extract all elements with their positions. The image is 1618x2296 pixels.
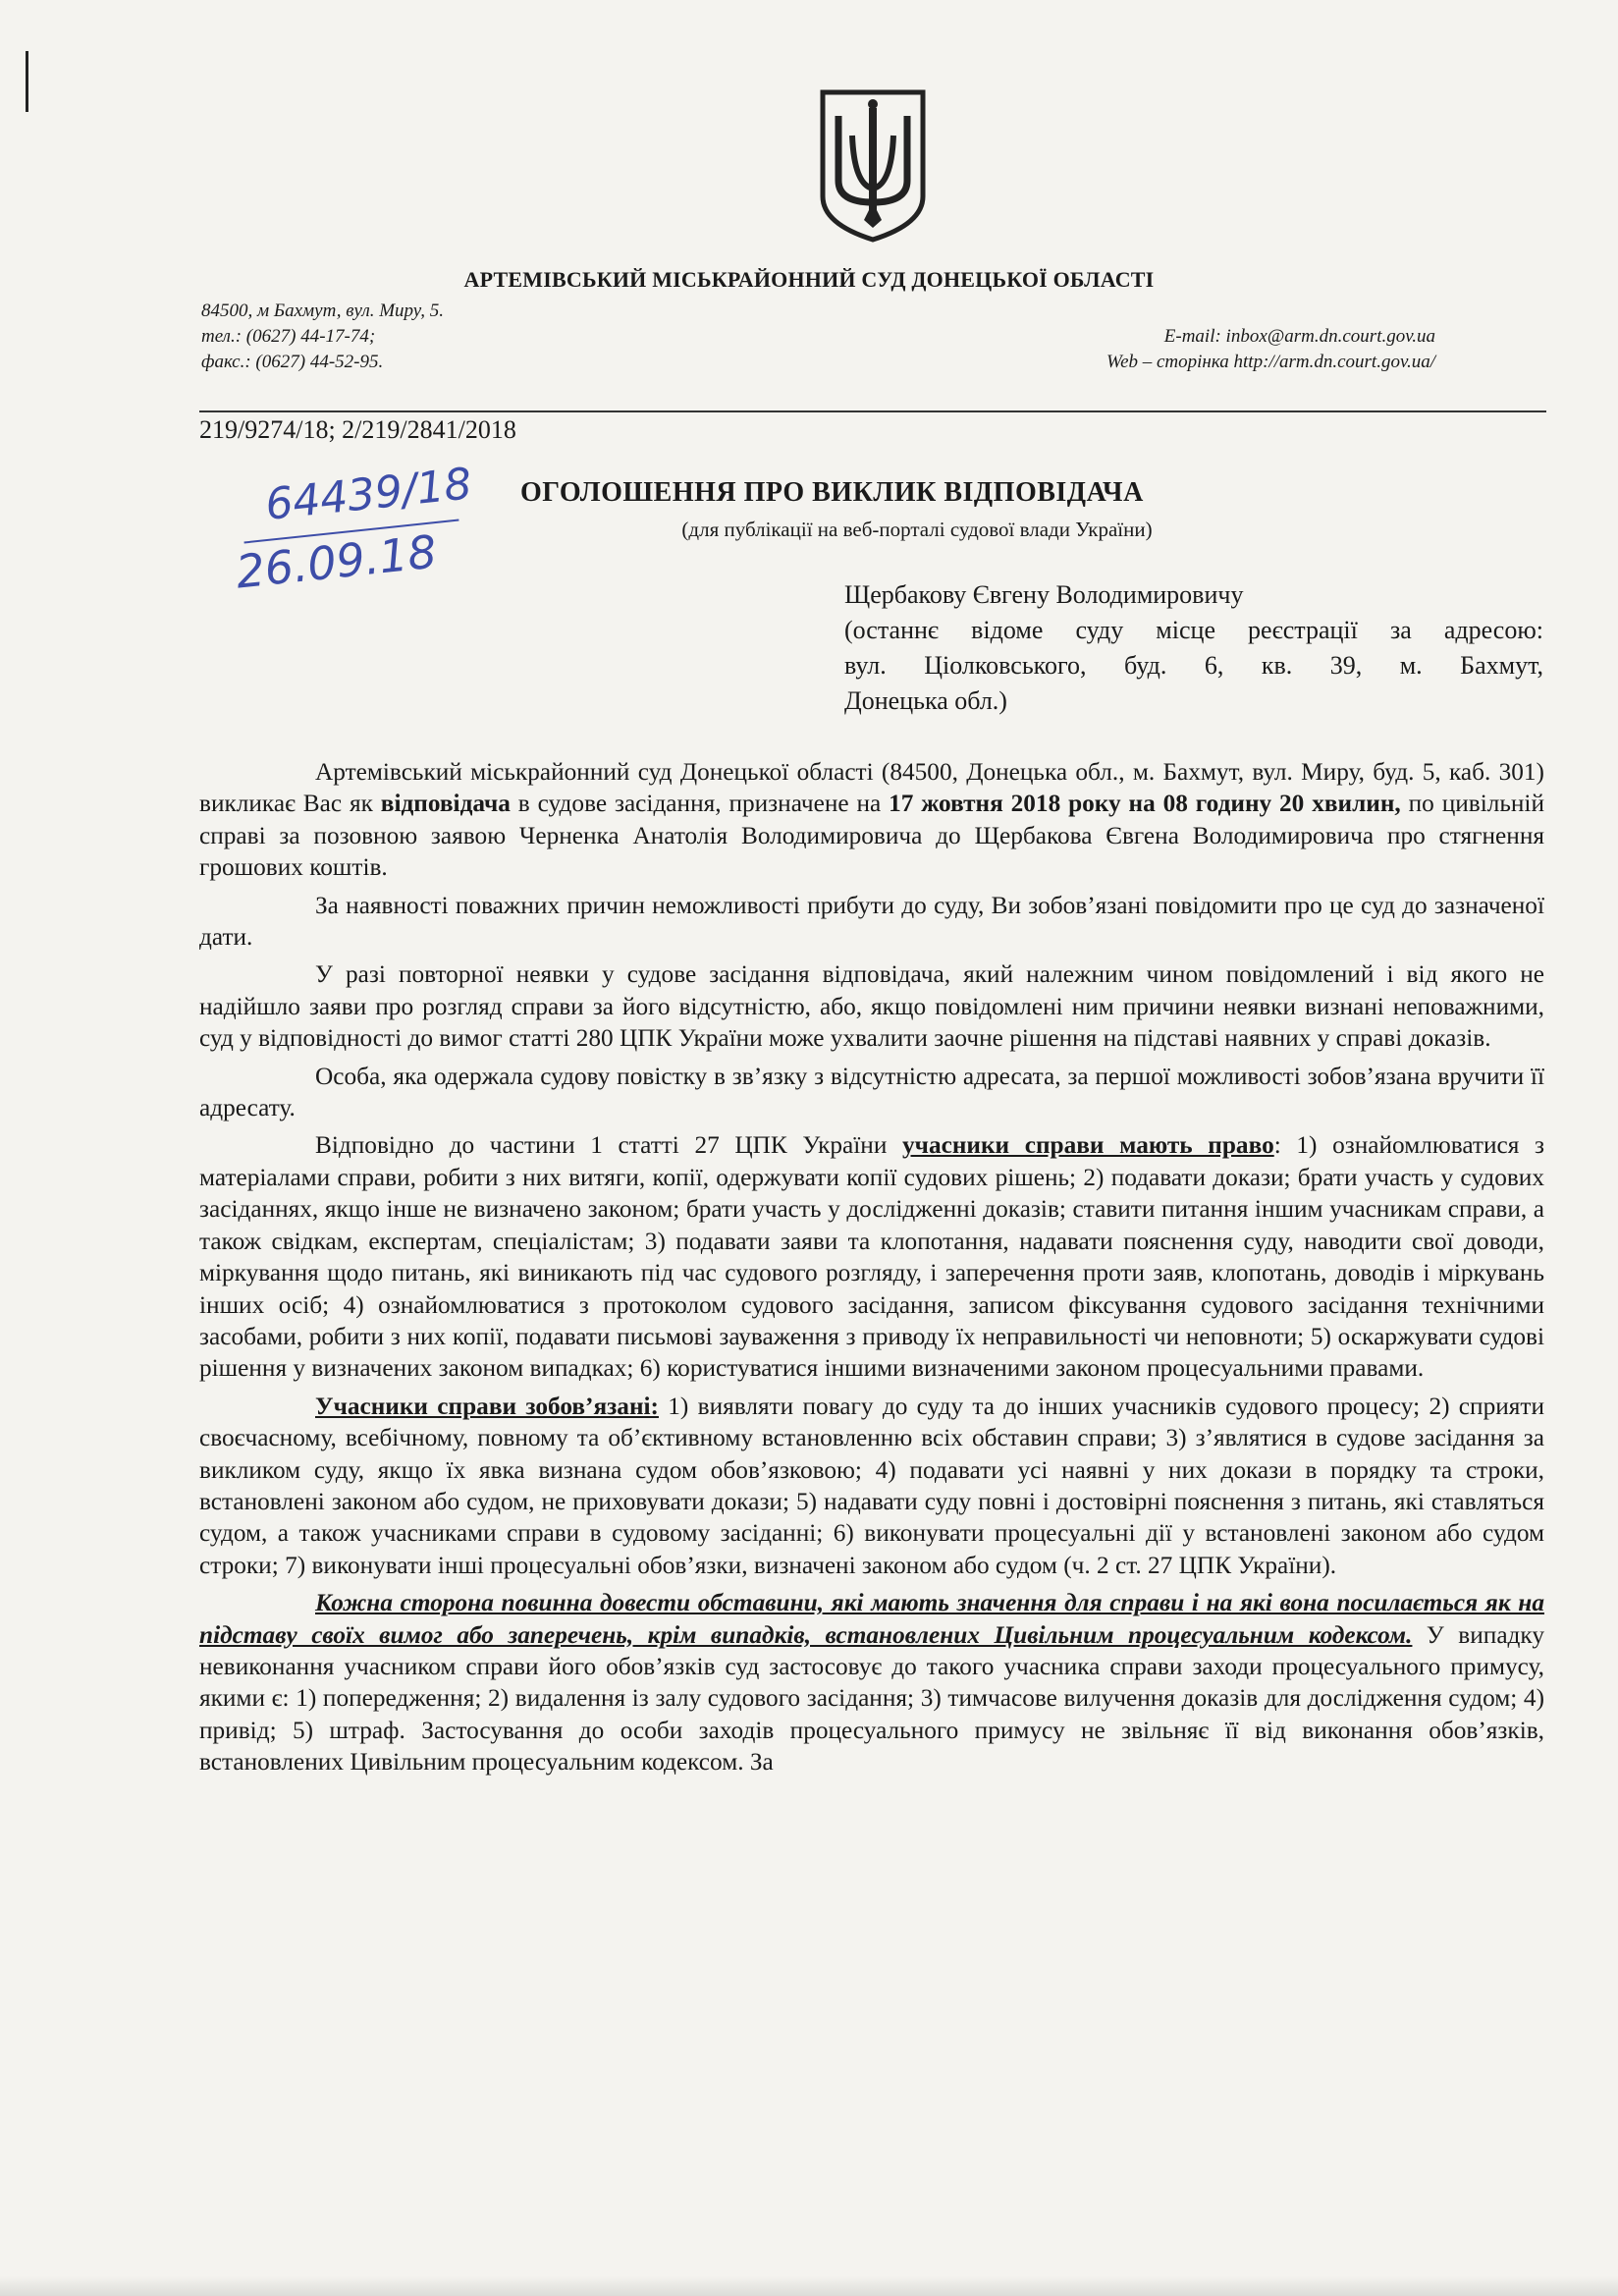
court-contacts-right <box>1106 324 1435 375</box>
court-fax: факс.: (0627) 44-52-95. <box>201 352 384 372</box>
addressee-address-line-3: Донецька обл.) <box>844 686 1007 715</box>
addressee-block <box>844 577 1543 719</box>
court-address: 84500, м Бахмут, вул. Миру, 5. <box>201 301 445 321</box>
rights-list: : 1) ознайомлюватися з матеріалами справи, робити з них витяги, копії, одержувати копії судових рішень; 2) подавати докази; брати участь у судових засіданнях, якщо інше не визначено законом; брати участь у дослідженні доказів; ставити питання іншим учасникам справи, а також свідкам, експертам, спеціалістам; 3) подавати заяви та клопотання, надавати пояснення суду, наводити свої доводи, міркування щодо питань, які виникають під час судового розгляду, і заперечення проти заяв, клопотань, доводів і міркувань інших осіб; 4) ознайомлюватися з протоколом судового засідання, записом фіксування судового засідання технічними засобами, робити з них копії, подавати письмові зауваження з приводу їх неправильності чи неповноти; 5) оскаржувати судові рішення у визначених законом випадках; 6) користуватися іншими визначеними законом процесуальними правами. <box>199 1131 1544 1383</box>
notice-subtitle-text: (для публікації на веб-порталі судової влади України) <box>681 518 1153 541</box>
addressee-name: Щербакову Євгену Володимировичу <box>844 580 1244 609</box>
court-email: E-mail: inbox@arm.dn.court.gov.ua <box>1163 326 1435 347</box>
rights-heading: учасники справи мають право <box>902 1131 1274 1160</box>
court-name: АРТЕМІВСЬКИЙ МІСЬКРАЙОННИЙ СУД ДОНЕЦЬКОЇ ОБЛАСТІ <box>463 267 1155 292</box>
addressee-address-line-1: (останнє відоме суду місце реєстрації за адресою: <box>844 616 1543 644</box>
summons-text: Артемівський міськрайонний суд Донецької області (84500, Донецька обл., м. Бахмут, вул. Миру, буд. 5, каб. 301) викликає Вас як <box>199 758 1544 818</box>
paragraph-burden-of-proof <box>199 1587 1544 1777</box>
summons-text-3: по цивільній справі за позовною заявою Черненка Анатолія Володимировича до Щербакова Євгена Володимировича про стягнення грошових коштів. <box>199 790 1545 882</box>
paragraph-duties <box>199 1391 1544 1581</box>
paragraph-notify: За наявності поважних причин неможливості прибути до суду, Ви зобов’язані повідомити про це суд до зазначеної дати. <box>199 891 1544 952</box>
notice-title: ОГОЛОШЕННЯ ПРО ВИКЛИК ВІДПОВІДАЧА <box>520 477 1144 508</box>
paragraph-default-judgment: У разі повторної неявки у судове засідання відповідача, який належним чином повідомлений і від якого не надійшло заяви про розгляд справи за його відсутністю, або, якщо повідомлені ним причини неявки визнані неповажними, суд у відповідності до вимог статті 280 ЦПК України може ухвалити заочне рішення на підставі наявних у справі доказів. <box>199 960 1544 1053</box>
handwritten-date: 26.09.18 <box>233 524 440 599</box>
header-divider <box>199 410 1546 412</box>
case-number: 219/9274/18; 2/219/2841/2018 <box>199 415 516 444</box>
hearing-datetime: 17 жовтня 2018 року на 08 годину 20 хвилин, <box>889 790 1401 818</box>
duties-list: 1) виявляти повагу до суду та до інших учасників судового процесу; 2) сприяти своєчасному, всебічному, повному та об’єктивному встановленню всіх обставин справи; 3) з’являтися в судове засідання за викликом суду, якщо їх явка визнана судом обов’язковою; 4) подавати усі наявні у них докази в порядку та строки, встановлені законом або судом, не приховувати докази; 5) надавати суду повні і достовірні пояснення з питань, які ставляться судом, а також учасниками справи в судовому засіданні; 6) виконувати процесуальні дії у встановлені законом або судом строки; 7) виконувати інші процесуальні обов’язки, визначені законом або судом (ч. 2 ст. 27 ЦПК України). <box>199 1392 1544 1579</box>
summons-text-2: в судове засідання, призначене на <box>510 790 890 818</box>
paragraph-rights <box>199 1129 1544 1384</box>
notice-body <box>199 756 1544 1784</box>
scan-bottom-edge <box>0 2276 1618 2296</box>
handwritten-registration-number: 64439/18 <box>262 459 474 530</box>
scan-margin-mark <box>26 51 28 112</box>
trident-emblem-icon <box>815 86 931 244</box>
summons-role: відповідача <box>380 790 511 818</box>
court-contacts-left <box>201 299 444 375</box>
court-website: Web – сторінка http://arm.dn.court.gov.ua/ <box>1106 352 1435 372</box>
burden-of-proof-emphasis: Кожна сторона повинна довести обставини, які мають значення для справи і на які вона посилається як на підставу своїх вимог або заперечень, крім випадків, встановлених Цивільним процесуальним кодексом. <box>199 1589 1544 1649</box>
coercion-measures-text: У випадку невиконання учасником справи його обов’язків суд застосовує до такого учасника справи заходи процесуального примусу, якими є: 1) попередження; 2) видалення із залу судового засідання; 3) тимчасове вилучення доказів для дослідження судом; 4) привід; 5) штраф. Застосування до особи заходів процесуального примусу не звільняє її від виконання обов’язків, встановлених Цивільним процесуальним кодексом. За <box>199 1620 1544 1777</box>
notice-subtitle <box>0 518 1618 542</box>
paragraph-summons <box>199 756 1544 884</box>
rights-intro: Відповідно до частини 1 статті 27 ЦПК України <box>315 1131 903 1160</box>
court-phone: тел.: (0627) 44-17-74; <box>201 326 376 347</box>
duties-heading: Учасники справи зобов’язані: <box>315 1392 659 1420</box>
paragraph-delivery: Особа, яка одержала судову повістку в зв’язку з відсутністю адресата, за першої можливості зобов’язана вручити її адресату. <box>199 1062 1544 1122</box>
addressee-address-line-2: вул. Ціолковського, буд. 6, кв. 39, м. Бахмут, <box>844 651 1543 680</box>
